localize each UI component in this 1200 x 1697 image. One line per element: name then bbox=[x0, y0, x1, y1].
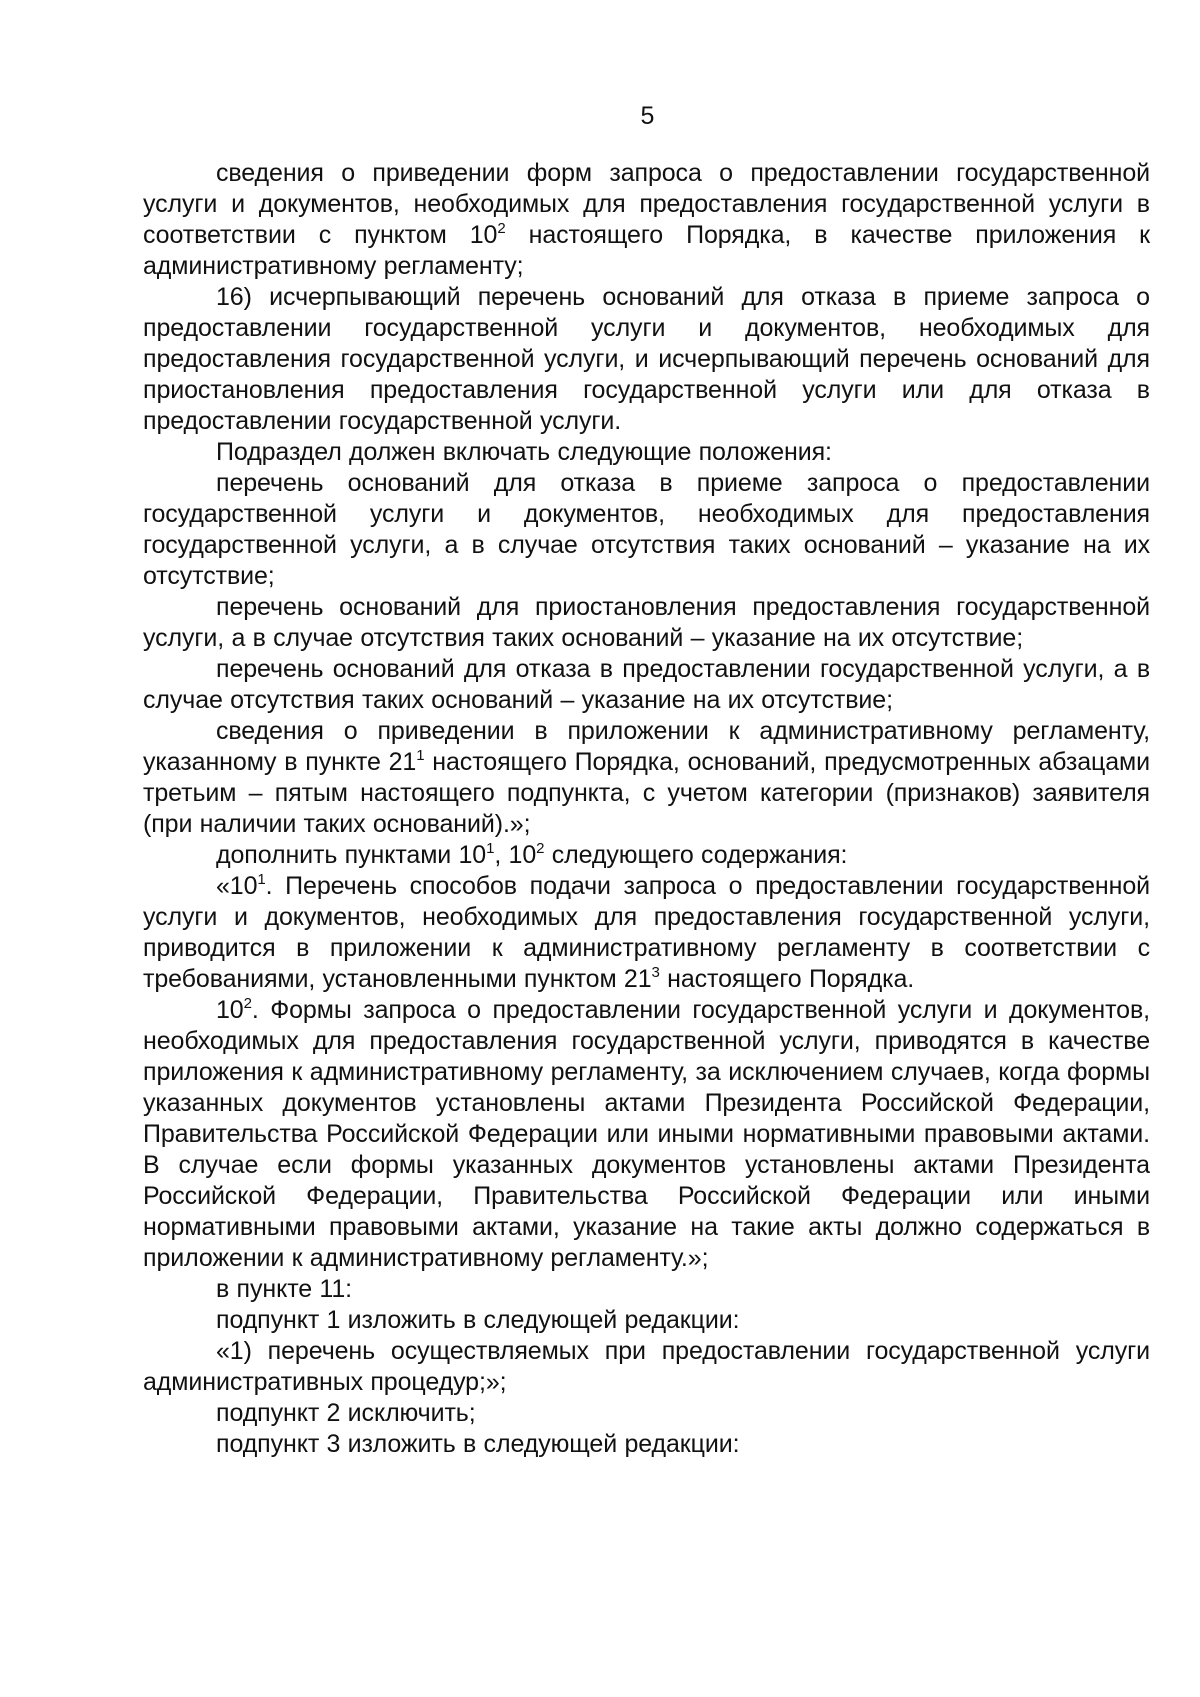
paragraph-text: дополнить пунктами 10 bbox=[216, 841, 487, 869]
paragraph-text: в пункте 11: bbox=[216, 1275, 353, 1303]
paragraph-text: «1) перечень осуществляемых при предоставлении государственной услуги административных процедур;»; bbox=[143, 1337, 1150, 1396]
superscript-index: 2 bbox=[243, 995, 252, 1012]
paragraph bbox=[143, 1305, 1150, 1336]
paragraph-text: подпункт 1 изложить в следующей редакции: bbox=[216, 1306, 740, 1334]
paragraph-text: 16) исчерпывающий перечень оснований для отказа в приеме запроса о предоставлении государственной услуги и документов, необходимых для предоставления государственной услуги, и исчерпывающий перечень оснований для приостановления предоставления государственной услуги или для отказа в предоставлении государственной услуги. bbox=[143, 283, 1150, 435]
paragraph-text: , 10 bbox=[494, 841, 537, 869]
superscript-index: 1 bbox=[416, 747, 425, 764]
superscript-index: 3 bbox=[651, 964, 660, 981]
paragraph-text: перечень оснований для отказа в приеме запроса о предоставлении государственной услуги и документов, необходимых для предоставления государственной услуги, а в случае отсутствия таких оснований – указание на их отсутствие; bbox=[143, 469, 1150, 590]
paragraph bbox=[143, 437, 1150, 468]
paragraph bbox=[143, 158, 1150, 282]
paragraph bbox=[143, 871, 1150, 995]
superscript-index: 1 bbox=[486, 840, 495, 857]
paragraph-text: «10 bbox=[216, 872, 258, 900]
paragraph-text: сведения о приведении форм запроса о предоставлении государственной услуги и документов, необходимых для предоставления государственной услуги в соответствии с пунктом 10 bbox=[143, 159, 1150, 249]
paragraph-text: 10 bbox=[216, 996, 244, 1024]
paragraph-text: . Формы запроса о предоставлении государственной услуги и документов, необходимых для предоставления государственной услуги, приводятся в качестве приложения к административному регламенту, за исключением случаев, когда формы указанных документов установлены актами Президента Российской Федерации, Правительства Российской Федерации или иными нормативными правовыми актами. В случае если формы указанных документов установлены актами Президента Российской Федерации, Правительства Российской Федерации или иными нормативными правовыми актами, указание на такие акты должно содержаться в приложении к административному регламенту.»; bbox=[143, 996, 1150, 1272]
document-body bbox=[143, 158, 1150, 1460]
paragraph-text: перечень оснований для отказа в предоставлении государственной услуги, а в случае отсутствия таких оснований – указание на их отсутствие; bbox=[143, 655, 1150, 714]
paragraph bbox=[143, 1336, 1150, 1398]
paragraph-text: Подраздел должен включать следующие положения: bbox=[216, 438, 832, 466]
paragraph bbox=[143, 840, 1150, 871]
paragraph bbox=[143, 654, 1150, 716]
superscript-index: 1 bbox=[257, 871, 266, 888]
page-number: 5 bbox=[640, 102, 655, 130]
paragraph-text: настоящего Порядка. bbox=[659, 965, 915, 993]
paragraph-text: сведения о приведении в приложении к административному регламенту, указанному в пункте 21 bbox=[143, 717, 1150, 776]
superscript-index: 2 bbox=[497, 220, 506, 237]
paragraph-text: следующего содержания: bbox=[544, 841, 848, 869]
superscript-index: 2 bbox=[536, 840, 545, 857]
paragraph bbox=[143, 282, 1150, 437]
paragraph-text: . Перечень способов подачи запроса о предоставлении государственной услуги и документов, необходимых для предоставления государственной услуги, приводится в приложении к административному регламенту в соответствии с требованиями, установленными пунктом 21 bbox=[143, 872, 1150, 993]
paragraph bbox=[143, 1274, 1150, 1305]
paragraph bbox=[143, 592, 1150, 654]
paragraph bbox=[143, 995, 1150, 1274]
paragraph-text: подпункт 3 изложить в следующей редакции: bbox=[216, 1430, 740, 1458]
paragraph-text: настоящего Порядка, в качестве приложения к административному регламенту; bbox=[143, 221, 1150, 280]
paragraph bbox=[143, 468, 1150, 592]
paragraph bbox=[143, 1398, 1150, 1429]
paragraph bbox=[143, 1429, 1150, 1460]
paragraph-text: перечень оснований для приостановления предоставления государственной услуги, а в случае отсутствия таких оснований – указание на их отсутствие; bbox=[143, 593, 1150, 652]
paragraph bbox=[143, 716, 1150, 840]
paragraph-text: настоящего Порядка, оснований, предусмотренных абзацами третьим – пятым настоящего подпункта, с учетом категории (признаков) заявителя (при наличии таких оснований).»; bbox=[143, 748, 1150, 838]
paragraph-text: подпункт 2 исключить; bbox=[216, 1399, 476, 1427]
